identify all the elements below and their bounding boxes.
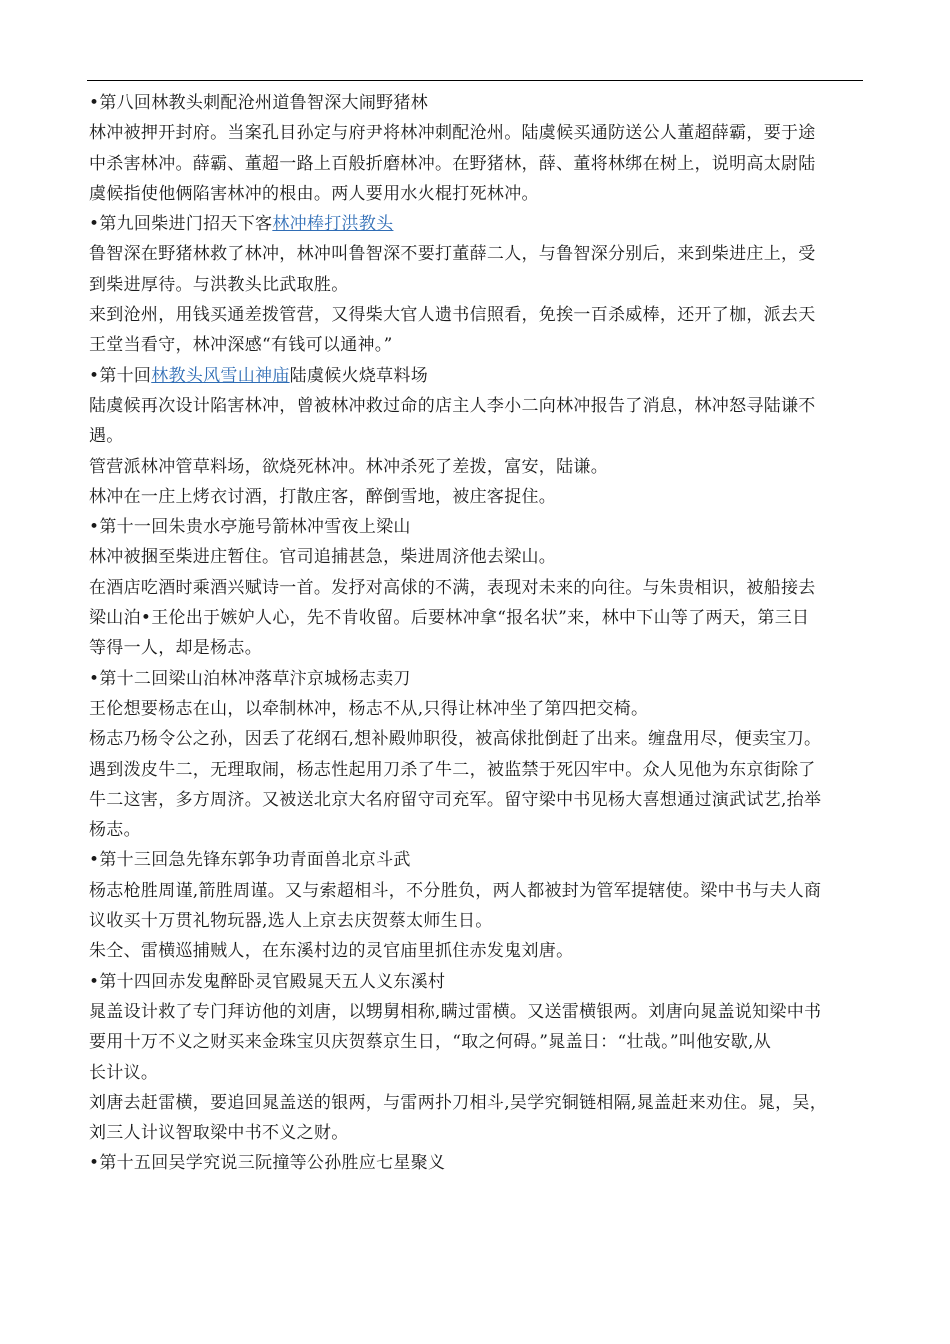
text-line — [89, 603, 863, 633]
line-text: 到柴进厚待。与洪教头比武取胜。 — [89, 274, 349, 295]
text-line — [89, 421, 863, 451]
line-text: •第九回柴进门招天下客 — [89, 214, 273, 235]
line-text: 王堂当看守，林冲深感“有钱可以通神。” — [89, 335, 393, 356]
text-line — [89, 1088, 863, 1118]
text-line — [89, 179, 863, 209]
chapter-heading — [89, 209, 863, 239]
chapter-link[interactable]: 林冲棒打洪教头 — [272, 214, 394, 235]
line-text: 要用十万不义之财买来金珠宝贝庆贺蔡京生日，“取之何碍。”晁盖日：“壮哉。”叫他安歇,从 — [89, 1032, 772, 1053]
chapter-heading — [89, 1148, 863, 1178]
text-line — [89, 239, 863, 269]
chapter-heading — [89, 967, 863, 997]
text-line — [89, 482, 863, 512]
line-text: 中杀害林冲。薛霸、董超一路上百般折磨林冲。在野猪林，薛、董将林绑在树上，说明高太尉陆 — [89, 153, 816, 174]
text-line — [89, 876, 863, 906]
line-text: •第十一回朱贵水亭施号箭林冲雪夜上梁山 — [89, 517, 411, 538]
chapter-heading — [89, 361, 863, 391]
line-text: 刘三人计议智取梁中书不义之财。 — [89, 1123, 349, 1144]
text-line — [89, 270, 863, 300]
line-text: •第十三回急先锋东郭争功青面兽北京斗武 — [89, 850, 411, 871]
line-text: 王伦想要杨志在山，以牵制林冲，杨志不从,只得让林冲坐了第四把交椅。 — [89, 698, 649, 719]
line-text: •第十回 — [89, 365, 152, 386]
line-text: 朱仝、雷横巡捕贼人，在东溪村边的灵官庙里抓住赤发鬼刘唐。 — [89, 941, 574, 962]
line-text: •第十五回吴学究说三阮撞等公孙胜应七星聚义 — [89, 1153, 446, 1174]
text-line — [89, 694, 863, 724]
line-text: 鲁智深在野猪林救了林冲，林冲叫鲁智深不要打董薛二人，与鲁智深分别后，来到柴进庄上，受 — [89, 244, 816, 265]
line-text: 来到沧州，用钱买通差拨管营，又得柴大官人遗书信照看，免挨一百杀威棒，还开了枷，派去天 — [89, 305, 816, 326]
text-line — [89, 815, 863, 845]
chapter-heading — [89, 88, 863, 118]
line-text: •第十四回赤发鬼醉卧灵官殿晁天五人义东溪村 — [89, 971, 446, 992]
chapter-heading — [89, 664, 863, 694]
line-text: 在酒店吃酒时乘酒兴赋诗一首。发抒对高俅的不满，表现对未来的向往。与朱贵相识，被船接去 — [89, 577, 816, 598]
line-text: 林冲被押开封府。当案孔目孙定与府尹将林冲刺配沧州。陆虞候买通防送公人董超薛霸，要于途 — [89, 123, 816, 144]
text-line — [89, 330, 863, 360]
text-line — [89, 452, 863, 482]
line-text: 议收买十万贯礼物玩器,选人上京去庆贺蔡太师生日。 — [89, 911, 493, 932]
text-line — [89, 1058, 863, 1088]
line-text: 等得一人，却是杨志。 — [89, 638, 262, 659]
line-text: 梁山泊•王伦出于嫉妒人心，先不肯收留。后要林冲拿“报名状”来，林中下山等了两天，第三日 — [89, 608, 810, 629]
text-line — [89, 724, 863, 754]
text-line — [89, 755, 863, 785]
line-text: 陆虞候再次设计陷害林冲，曾被林冲救过命的店主人李小二向林冲报告了消息，林冲怒寻陆谦不 — [89, 395, 816, 416]
line-text: 林冲被捆至柴进庄暂住。官司追捕甚急，柴进周济他去梁山。 — [89, 547, 557, 568]
line-text: 杨志。 — [89, 820, 141, 841]
line-text: 遇到泼皮牛二，无理取闹，杨志性起用刀杀了牛二，被监禁于死囚牢中。众人见他为东京街除了 — [89, 759, 816, 780]
header-rule — [87, 80, 863, 81]
text-line — [89, 573, 863, 603]
text-line — [89, 633, 863, 663]
text-line — [89, 118, 863, 148]
line-text: 晁盖设计救了专门拜访他的刘唐，以甥舅相称,瞒过雷横。又送雷横银两。刘唐向晁盖说知梁中书 — [89, 1001, 822, 1022]
chapter-heading — [89, 512, 863, 542]
line-text: 牛二这害，多方周济。又被送北京大名府留守司充军。留守梁中书见杨大喜想通过演武试艺,抬举 — [89, 789, 822, 810]
text-line — [89, 542, 863, 572]
line-text: 杨志枪胜周谨,箭胜周谨。又与索超相斗，不分胜负，两人都被封为管军提辖使。梁中书与夫人商 — [89, 880, 822, 901]
text-line — [89, 906, 863, 936]
line-text-after-link: 陆虞候火烧草料场 — [289, 365, 429, 386]
text-line — [89, 997, 863, 1027]
document-body — [89, 88, 863, 1179]
line-text: 管营派林冲管草料场，欲烧死林冲。林冲杀死了差拨，富安，陆谦。 — [89, 456, 608, 477]
text-line — [89, 936, 863, 966]
line-text: 林冲在一庄上烤衣讨酒，打散庄客，醉倒雪地，被庄客捉住。 — [89, 486, 557, 507]
line-text: 遇。 — [89, 426, 124, 447]
text-line — [89, 391, 863, 421]
line-text: 刘唐去赶雷横，要追回晁盖送的银两，与雷两扑刀相斗,吴学究铜链相隔,晁盖赶来劝住。晁，吴， — [89, 1092, 828, 1113]
chapter-link[interactable]: 林教头风雪山神庙 — [151, 365, 290, 386]
line-text: 虞候指使他俩陷害林冲的根由。两人要用水火棍打死林冲。 — [89, 183, 539, 204]
text-line — [89, 1027, 863, 1057]
text-line — [89, 1118, 863, 1148]
text-line — [89, 785, 863, 815]
line-text: •第八回林教头刺配沧州道鲁智深大闹野猪林 — [89, 93, 429, 113]
line-text: 杨志乃杨令公之孙，因丢了花纲石,想补殿帅职役，被高俅批倒赶了出来。缠盘用尽，便卖宝刀。 — [89, 729, 822, 750]
line-text: •第十二回梁山泊林冲落草汴京城杨志卖刀 — [89, 668, 411, 689]
text-line — [89, 300, 863, 330]
line-text: 长计议。 — [89, 1062, 159, 1083]
text-line — [89, 149, 863, 179]
chapter-heading — [89, 845, 863, 875]
